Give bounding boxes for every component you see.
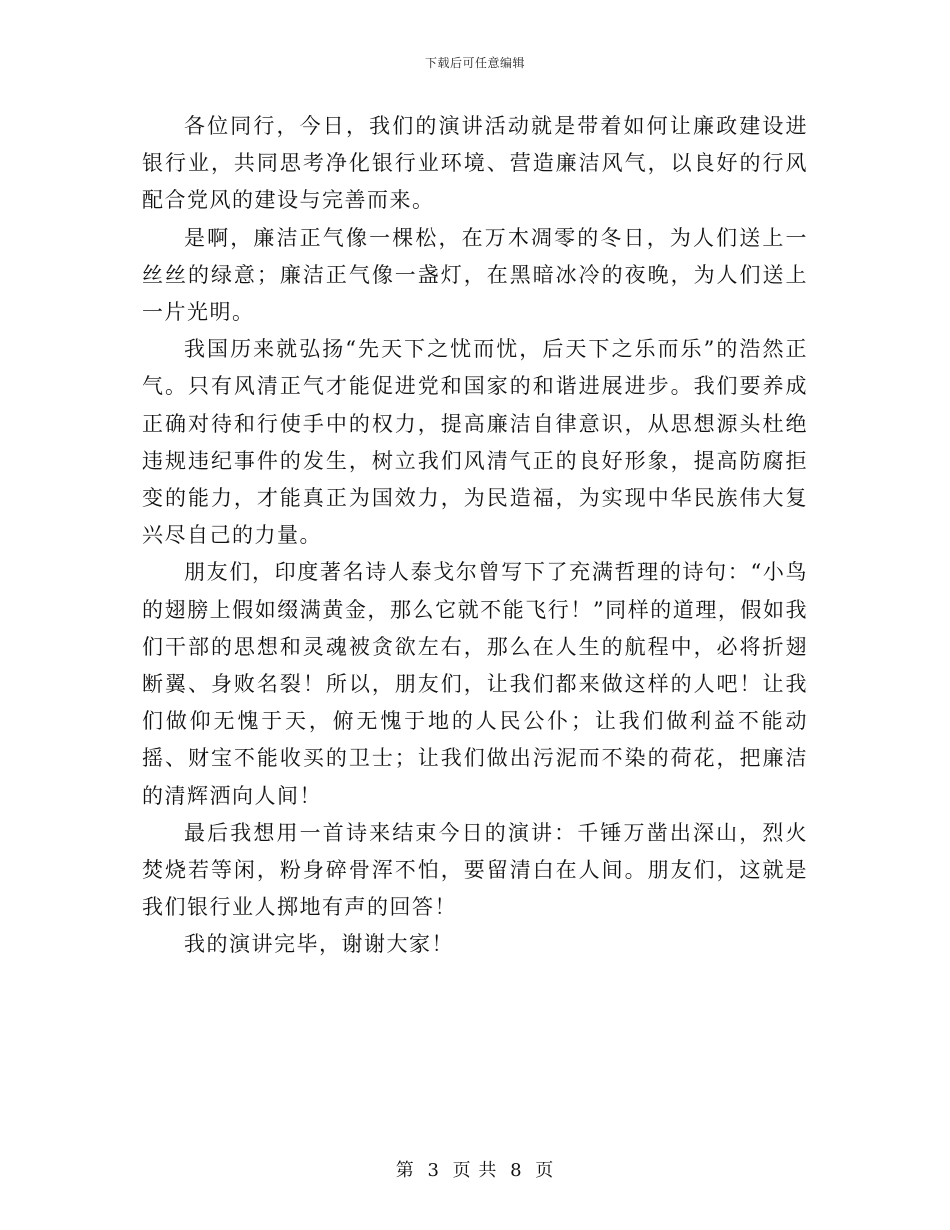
paragraph: 我的演讲完毕，谢谢大家！	[184, 932, 454, 957]
document-body	[142, 108, 808, 964]
paragraph: 最后我想用一首诗来结束今日的演讲：千锤万凿出深山，烈火焚烧若等闲，粉身碎骨浑不怕，要留清白在人间。朋友们，这就是我们银行业人掷地有声的回答！	[142, 820, 808, 920]
paragraph: 是啊，廉洁正气像一棵松，在万木凋零的冬日，为人们送上一丝丝的绿意；廉洁正气像一盏灯，在黑暗冰冷的夜晚，为人们送上一片光明。	[142, 225, 808, 325]
page-footer	[0, 1156, 950, 1182]
current-page-number: 3	[427, 1160, 440, 1181]
footer-prefix: 第	[395, 1160, 415, 1181]
paragraph: 我国历来就弘扬“先天下之忧而忧，后天下之乐而乐”的浩然正气。只有风清正气才能促进党和国家的和谐进展进步。我们要养成正确对待和行使手中的权力，提高廉洁自律意识，从思想源头杜绝违规违纪事件的发生，树立我们风清气正的良好形象，提高防腐拒变的能力，才能真正为国效力，为民造福，为实现中华民族伟大复兴尽自己的力量。	[142, 337, 808, 548]
footer-middle: 页 共	[452, 1160, 498, 1181]
footer-suffix: 页	[535, 1160, 555, 1181]
total-pages-number: 8	[510, 1160, 523, 1181]
header-note: 下载后可任意编辑	[424, 56, 525, 70]
paragraph: 朋友们，印度著名诗人泰戈尔曾写下了充满哲理的诗句：“小鸟的翅膀上假如缀满黄金，那么它就不能飞行！”同样的道理，假如我们干部的思想和灵魂被贪欲左右，那么在人生的航程中，必将折翅断翼、身败名裂！所以，朋友们，让我们都来做这样的人吧！让我们做仰无愧于天，俯无愧于地的人民公仆；让我们做利益不能动摇、财宝不能收买的卫士；让我们做出污泥而不染的荷花，把廉洁的清辉洒向人间！	[142, 560, 808, 808]
paragraph: 各位同行，今日，我们的演讲活动就是带着如何让廉政建设进银行业，共同思考净化银行业环境、营造廉洁风气，以良好的行风配合党风的建设与完善而来。	[142, 114, 808, 213]
